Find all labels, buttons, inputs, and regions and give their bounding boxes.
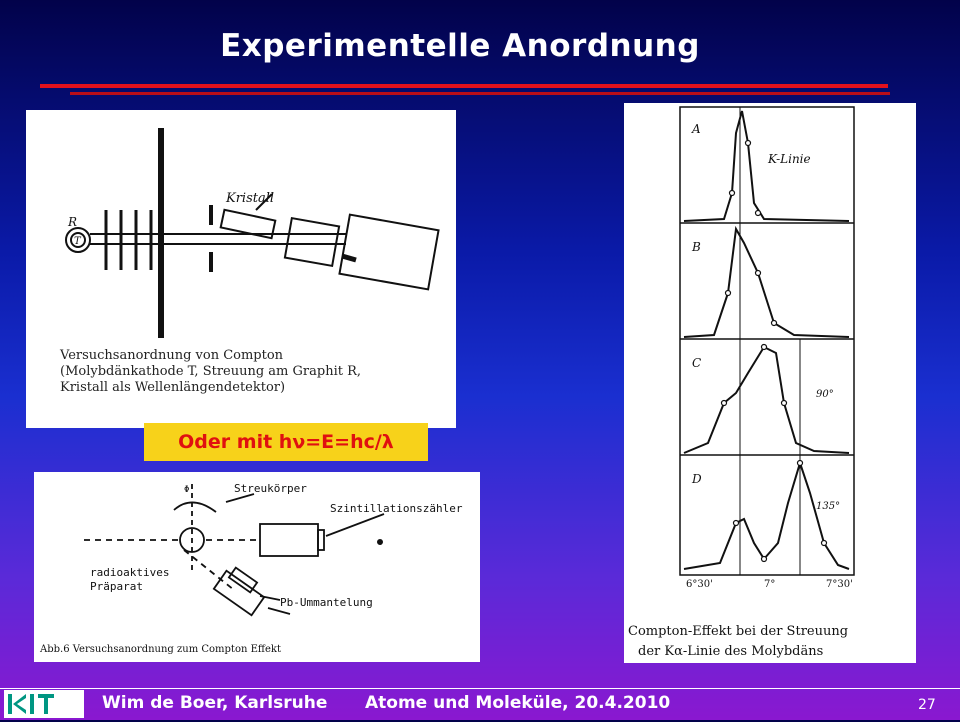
peak-b xyxy=(684,229,849,337)
t-label: T xyxy=(74,236,81,247)
k-line-label: K-Linie xyxy=(768,152,811,166)
panel-label-b: B xyxy=(692,240,701,254)
page-number: 27 xyxy=(918,697,936,713)
r-label: R xyxy=(68,215,78,229)
compton-spectra-figure xyxy=(624,103,916,663)
footer-author: Wim de Boer, Karlsruhe xyxy=(102,693,328,713)
source-label-2: Präparat xyxy=(90,580,143,593)
apparatus-caption xyxy=(60,348,361,396)
crystal-label: Kristall xyxy=(226,191,275,206)
kit-logo-icon xyxy=(4,690,84,718)
title-underline-secondary xyxy=(70,92,890,95)
compton-apparatus-figure xyxy=(26,110,456,428)
kit-logo xyxy=(4,690,84,718)
peak-d xyxy=(684,463,849,569)
peak-a xyxy=(684,111,849,221)
x-tick-1: 6°30' xyxy=(686,579,713,590)
x-tick-2: 7° xyxy=(764,579,776,590)
setup-caption: Abb.6 Versuchsanordnung zum Compton Effekt xyxy=(40,644,281,655)
angle-label-d: 135° xyxy=(816,501,841,512)
spectra-drawing xyxy=(624,103,916,663)
caption-line-1: Versuchsanordnung von Compton xyxy=(60,348,284,363)
shield-label: Pb-Ummantelung xyxy=(280,596,373,609)
spectra-caption-2: der Kα-Linie des Molybdäns xyxy=(638,644,824,659)
caption-line-3: Kristall als Wellenlängendetektor) xyxy=(60,380,286,395)
formula-box: Oder mit hν=E=hc/λ xyxy=(144,423,428,461)
x-tick-3: 7°30' xyxy=(826,579,853,590)
title-underline xyxy=(40,84,888,88)
angle-label-c: 90° xyxy=(816,389,834,400)
panel-label-c: C xyxy=(692,356,702,370)
panel-label-d: D xyxy=(692,472,702,486)
scintillator-setup-figure xyxy=(34,472,480,662)
panel-label-a: A xyxy=(692,122,701,136)
slide-title: Experimentelle Anordnung xyxy=(220,28,700,64)
setup-drawing xyxy=(34,472,480,662)
peak-c xyxy=(684,347,849,453)
source-label-1: radioaktives xyxy=(90,566,170,579)
caption-line-2: (Molybdänkathode T, Streuung am Graphit R, xyxy=(60,364,361,379)
phi-label: Φ xyxy=(184,485,190,495)
scatterer-label: Streukörper xyxy=(234,482,307,495)
detector-label: Szintillationszähler xyxy=(330,502,463,515)
footer-lecture: Atome und Moleküle, 20.4.2010 xyxy=(365,693,671,713)
spectra-caption-1: Compton-Effekt bei der Streuung xyxy=(628,624,849,639)
